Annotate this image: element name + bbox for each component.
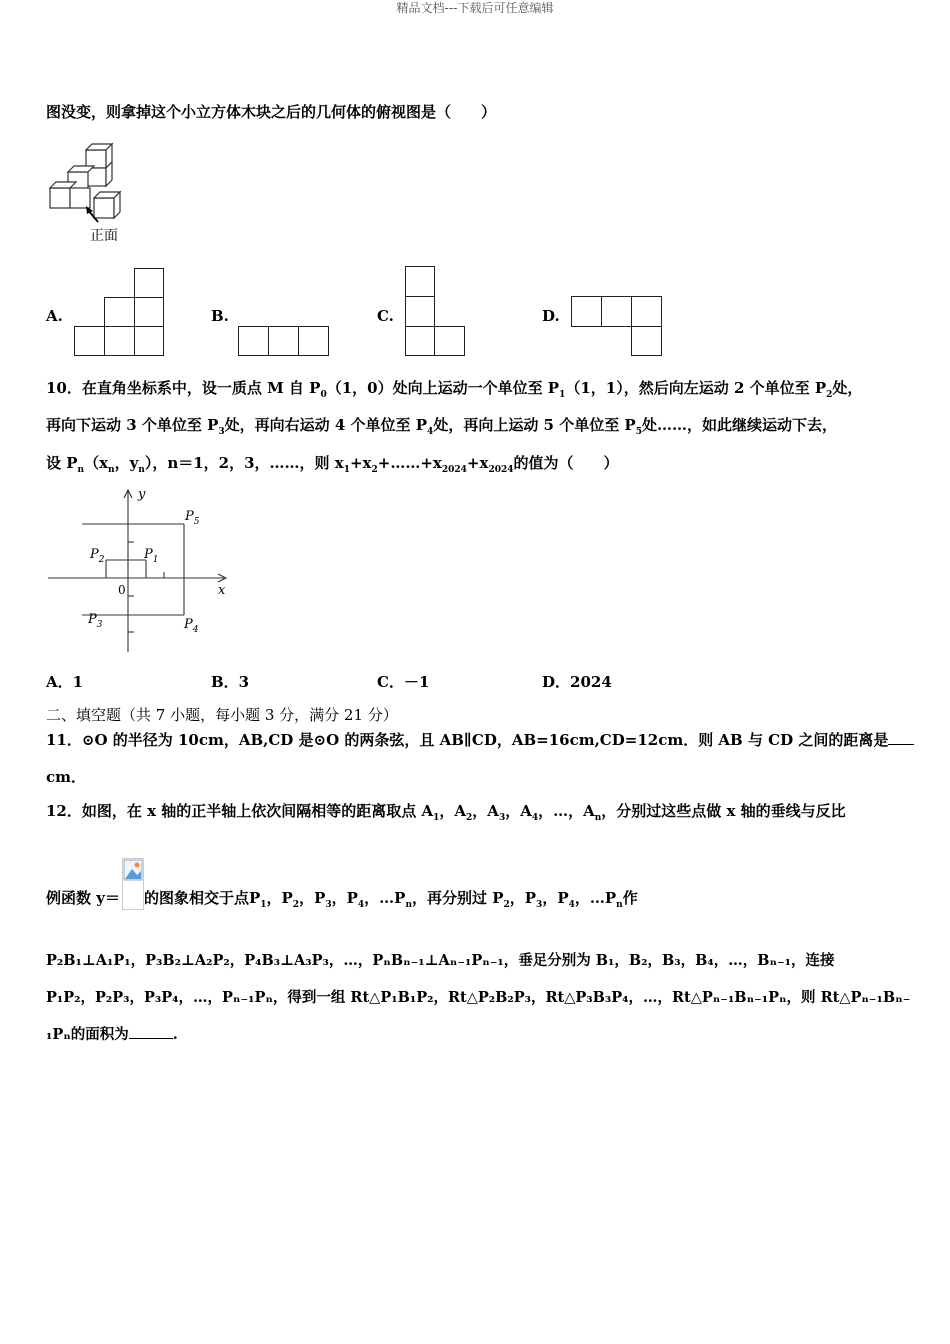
origin-label: 0	[118, 583, 126, 597]
label-p4: $P_4$	[184, 617, 199, 635]
x-axis-label: x	[218, 583, 226, 598]
q10-line-1: 10．在直角坐标系中，设一质点 M 自 $P_0(1$，0）处向上运动一个单位至 $P_1(1$，1），然后向左运动 2 个单位至 $P_2$处，	[46, 379, 863, 400]
broken-image-icon	[123, 859, 143, 883]
q9-option-d-label: D.	[542, 307, 560, 325]
q9-option-c-figure	[405, 266, 466, 357]
q9-option-c-label: C.	[377, 307, 394, 325]
label-p2: $P_2$	[90, 547, 105, 565]
cube-figure	[46, 140, 134, 248]
q10-option-c: C．－1	[377, 673, 430, 691]
label-p3: $P_3$	[88, 612, 103, 630]
q10-coordinate-graph	[46, 484, 236, 656]
q10-line-2: 再向下运动 3 个单位至 $P_3$处，再向右运动 4 个单位至 $P_4$处，再向上运动 5 个单位至 $P_5$处……，如此继续运动下去，	[46, 416, 837, 437]
q12-line-3: P₂B₁⊥A₁P₁，P₃B₂⊥A₂P₂，P₄B₃⊥A₃P₃，…，PₙBₙ₋₁⊥Aₙ₋₁Pₙ₋₁，垂足分别为 B₁，B₂，B₃，B₄，…，Bₙ₋₁，连接	[46, 952, 835, 969]
q10-option-d: D．2024	[542, 673, 612, 691]
y-axis-label: y	[138, 487, 146, 502]
q11-line-2: cm．	[46, 768, 87, 786]
q9-option-b-figure	[238, 326, 330, 357]
q12-line-5: ₁Pₙ的面积为 .	[46, 1026, 178, 1043]
section-2-heading: 二、填空题（共 7 小题，每小题 3 分，满分 21 分）	[46, 706, 398, 724]
q9-option-d-figure	[571, 296, 663, 357]
q9-option-b-label: B.	[211, 307, 229, 325]
q10-option-a: A．1	[46, 673, 84, 691]
q9-option-a-label: A.	[46, 307, 63, 325]
q12-line-1: 12．如图，在 x 轴的正半轴上依次间隔相等的距离取点 $A_1$，$A_2$，$A_3$，$A_4$，…，$A_n$，分别过这些点做 x 轴的垂线与反比	[46, 802, 846, 823]
front-label: 正面	[90, 228, 118, 244]
page-header: 精品文档---下载后可任意编辑	[396, 1, 554, 15]
q12-line-2: 例函数 y＝ 的图象相交于点$P_1$，$P_2$，$P_3$，$P_4$，$\dots P_n$，再分别过 $P_2$，$P_3$，$P_4$，$\dots P_n$作	[46, 889, 638, 910]
q10-line-3: 设 $P_n(x_n$，$y_n$），n＝1，2，3，……，则 $x_1+x_2+\dots\dots+x_{2024}+x_{2024}$的值为（ ）	[46, 454, 619, 475]
label-p5: $P_5$	[185, 509, 200, 527]
q9-option-a-figure	[74, 268, 165, 357]
q9-question-tail: 图没变，则拿掉这个小立方体木块之后的几何体的俯视图是（ ）	[46, 103, 497, 121]
q12-line-4: P₁P₂，P₂P₃，P₃P₄，…，Pₙ₋₁Pₙ，得到一组 Rt△P₁B₁P₂，Rt△P₂B₂P₃，Rt△P₃B₃P₄，…，Rt△Pₙ₋₁Bₙ₋₁Pₙ，则 Rt△Pₙ₋₁Bₙ₋	[46, 989, 911, 1006]
q10-option-b: B．3	[211, 673, 250, 691]
q11-line-1: 11．⊙O 的半径为 10cm，AB,CD 是⊙O 的两条弦，且 AB∥CD，AB=16cm,CD=12cm．则 AB 与 CD 之间的距离是	[46, 730, 914, 750]
label-p1: $P_1$	[144, 547, 159, 565]
